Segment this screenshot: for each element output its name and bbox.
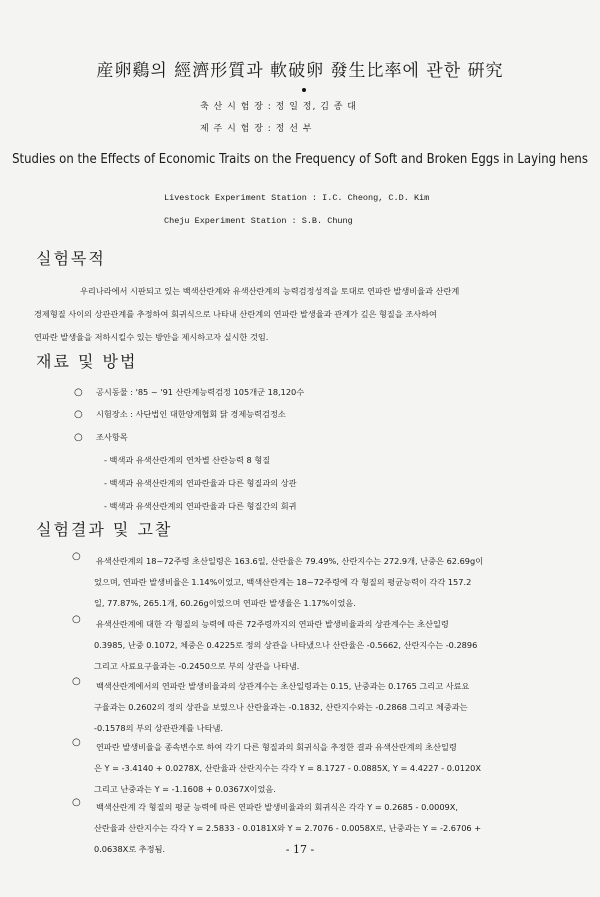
page-number: - 17 - <box>285 843 315 856</box>
results-line: 일, 77.87%, 265.1개, 60.26g이었으며 연파란 발생율은 1.17%이었음. <box>94 598 356 608</box>
results-line: 0.3985, 난중 0.1072, 체중은 0.4225로 정의 상관을 나타냈으나 산란율은 -0.5662, 산란지수는 -0.2896 <box>94 640 478 650</box>
affiliation-cheju-ko: 제 주 시 험 장 : 정 선 부 <box>200 124 313 134</box>
bullet-circle: ○ <box>74 387 83 398</box>
results-line: 그리고 사료요구율과는 -0.2450으로 부의 상관을 나타냄. <box>94 661 300 671</box>
results-item <box>72 614 572 677</box>
results-line: 었으며, 연파란 발생비율은 1.14%이었고, 백색산란계는 18~72주령에 각 형질의 평균능력이 각각 157.2 <box>94 577 472 587</box>
footnote-dot <box>302 88 306 92</box>
results-line: 그리고 난중과는 Y = -1.1608 + 0.0367X이었음. <box>94 784 276 794</box>
methods-subitem: - 백색과 유색산란계의 연파란율과 다른 형질과의 상관 <box>104 478 297 488</box>
purpose-line: 경제형질 사이의 상관관계를 추정하여 회귀식으로 나타내 산란계의 연파란 발생율과 관계가 깊은 형질을 조사하여 <box>34 309 437 319</box>
methods-item-text: 공시동물 : '85 ~ '91 산란계능력검정 105개군 18,120수 <box>96 387 305 397</box>
methods-item <box>74 409 286 420</box>
results-line: 연파란 발생비율을 종속변수로 하여 각기 다른 형질과의 회귀식을 추정한 결과 유색산란계의 초산일령 <box>96 742 457 752</box>
bullet-circle: ○ <box>72 737 81 748</box>
bullet-circle: ○ <box>72 797 81 808</box>
station-cheju-en: Cheju Experiment Station : S.B. Chung <box>164 216 353 226</box>
bullet-circle: ○ <box>72 551 81 562</box>
purpose-line: 연파란 발생율을 저하시킬수 있는 방안을 제시하고자 실시한 것임. <box>34 332 269 342</box>
results-line: 백색산란계 각 형질의 평균 능력에 따른 연파란 발생비율과의 회귀식은 각각 Y = 0.2685 - 0.0009X, <box>96 802 458 812</box>
results-line: 구율과는 0.2602의 정의 상관을 보였으나 산란율과는 -0.1832, 산란지수와는 -0.2868 그리고 체중과는 <box>94 702 468 712</box>
station-livestock-en: Livestock Experiment Station : I.C. Cheong, C.D. Kim <box>164 193 430 203</box>
english-title: Studies on the Effects of Economic Traits on the Frequency of Soft and Broken Eggs in Laying hens <box>12 152 588 167</box>
section-heading-purpose: 실험목적 <box>36 249 106 268</box>
affiliation-livestock-ko: 축 산 시 험 장 : 정 일 정, 김 종 대 <box>200 102 357 112</box>
results-line: -0.1578의 부의 상관관계를 나타냄. <box>94 723 224 733</box>
methods-item-text: 시험장소 : 사단법인 대한양계협회 닭 경제능력검정소 <box>96 409 286 419</box>
section-heading-results: 실험결과 및 고찰 <box>36 520 173 539</box>
results-line: 0.0638X로 추정됨. <box>94 844 166 854</box>
results-line: 유색산란계에 대한 각 형질의 능력에 따른 72주령까지의 연파란 발생비율과의 상관계수는 초산일령 <box>96 619 449 629</box>
methods-item <box>74 432 128 443</box>
methods-item-text: 조사항목 <box>96 432 128 442</box>
results-item <box>72 551 572 614</box>
results-line: 산란율과 산란지수는 각각 Y = 2.5833 - 0.0181X와 Y = 2.7076 - 0.0058X로, 난중과는 Y = -2.6706 + <box>94 823 482 833</box>
bullet-circle: ○ <box>72 676 81 687</box>
methods-subitem: - 백색과 유색산란계의 연차별 산란능력 8 형질 <box>104 455 271 465</box>
section-heading-methods: 재료 및 방법 <box>36 352 138 371</box>
bullet-circle: ○ <box>74 409 83 420</box>
bullet-circle: ○ <box>72 614 81 625</box>
methods-item <box>74 387 304 398</box>
purpose-paragraph <box>34 280 571 349</box>
korean-title: 産卵鷄의 經濟形質과 軟破卵 發生比率에 관한 硏究 <box>96 61 504 81</box>
results-item <box>72 737 572 800</box>
results-line: 유색산란계의 18~72주령 초산일령은 163.6일, 산란율은 79.49%, 산란지수는 272.9개, 난중은 62.69g이 <box>96 556 484 566</box>
results-line: 백색산란계에서의 연파란 발생비율과의 상관계수는 초산일령과는 0.15, 난중과는 0.1765 그리고 사료요 <box>96 681 470 691</box>
bullet-circle: ○ <box>74 432 83 443</box>
purpose-line: 우리나라에서 시판되고 있는 백색산란계와 유색산란계의 능력검정성적을 토대로 연파란 발생비율과 산란계 <box>80 286 460 296</box>
methods-subitem: - 백색과 유색산란계의 연파란율과 다른 형질간의 회귀 <box>104 501 297 511</box>
results-line: 은 Y = -3.4140 + 0.0278X, 산란율과 산란지수는 각각 Y = 8.1727 - 0.0885X, Y = 4.4227 - 0.0120X <box>94 763 481 773</box>
results-item <box>72 676 572 739</box>
